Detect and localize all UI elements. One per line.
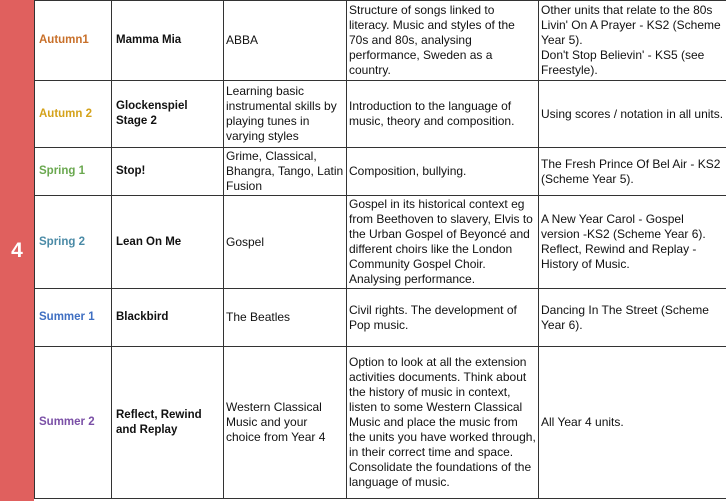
links-cell: All Year 4 units. [539, 347, 726, 499]
table-row [35, 196, 726, 289]
term-cell: Autumn1 [35, 1, 112, 81]
term-cell: Summer 2 [35, 347, 112, 499]
focus-cell: Introduction to the language of music, theory and composition. [347, 81, 539, 148]
style-cell: ABBA [224, 1, 347, 81]
links-cell: Other units that relate to the 80s Livin' On A Prayer - KS2 (Scheme Year 5). Don't Stop Believin' - KS5 (see Freestyle). [539, 1, 726, 81]
focus-cell: Option to look at all the extension activities documents. Think about the history of music in context, listen to some Western Classical Music and place the music from the units you have worked through, in their correct time and space. Consolidate the foundations of the language of music. [347, 347, 539, 499]
links-cell: A New Year Carol - Gospel version -KS2 (Scheme Year 6). Reflect, Rewind and Replay - History of Music. [539, 196, 726, 289]
focus-cell: Structure of songs linked to literacy. Music and styles of the 70s and 80s, analysing performance, Sweden as a country. [347, 1, 539, 81]
term-cell: Summer 1 [35, 289, 112, 347]
year-band [0, 0, 34, 501]
table-row [35, 148, 726, 196]
unit-title: Blackbird [112, 289, 224, 347]
links-cell: The Fresh Prince Of Bel Air - KS2 (Scheme Year 5). [539, 148, 726, 196]
year-number: 4 [11, 238, 23, 262]
table-row [35, 81, 726, 148]
focus-cell: Gospel in its historical context eg from Beethoven to slavery, Elvis to the Urban Gospel of Beyoncé and different choirs like the London Community Gospel Choir. Analysing performance. [347, 196, 539, 289]
unit-title: Glockenspiel Stage 2 [112, 81, 224, 148]
style-cell: Grime, Classical, Bhangra, Tango, Latin Fusion [224, 148, 347, 196]
table-row [35, 289, 726, 347]
style-cell: Learning basic instrumental skills by playing tunes in varying styles [224, 81, 347, 148]
links-cell: Dancing In The Street (Scheme Year 6). [539, 289, 726, 347]
unit-title: Reflect, Rewind and Replay [112, 347, 224, 499]
table-row [35, 347, 726, 499]
unit-title: Stop! [112, 148, 224, 196]
focus-cell: Composition, bullying. [347, 148, 539, 196]
focus-cell: Civil rights. The development of Pop music. [347, 289, 539, 347]
term-cell: Spring 2 [35, 196, 112, 289]
term-cell: Spring 1 [35, 148, 112, 196]
table-row [35, 1, 726, 81]
style-cell: The Beatles [224, 289, 347, 347]
term-cell: Autumn 2 [35, 81, 112, 148]
style-cell: Gospel [224, 196, 347, 289]
unit-title: Lean On Me [112, 196, 224, 289]
style-cell: Western Classical Music and your choice from Year 4 [224, 347, 347, 499]
unit-title: Mamma Mia [112, 1, 224, 81]
curriculum-table [34, 0, 726, 499]
links-cell: Using scores / notation in all units. [539, 81, 726, 148]
